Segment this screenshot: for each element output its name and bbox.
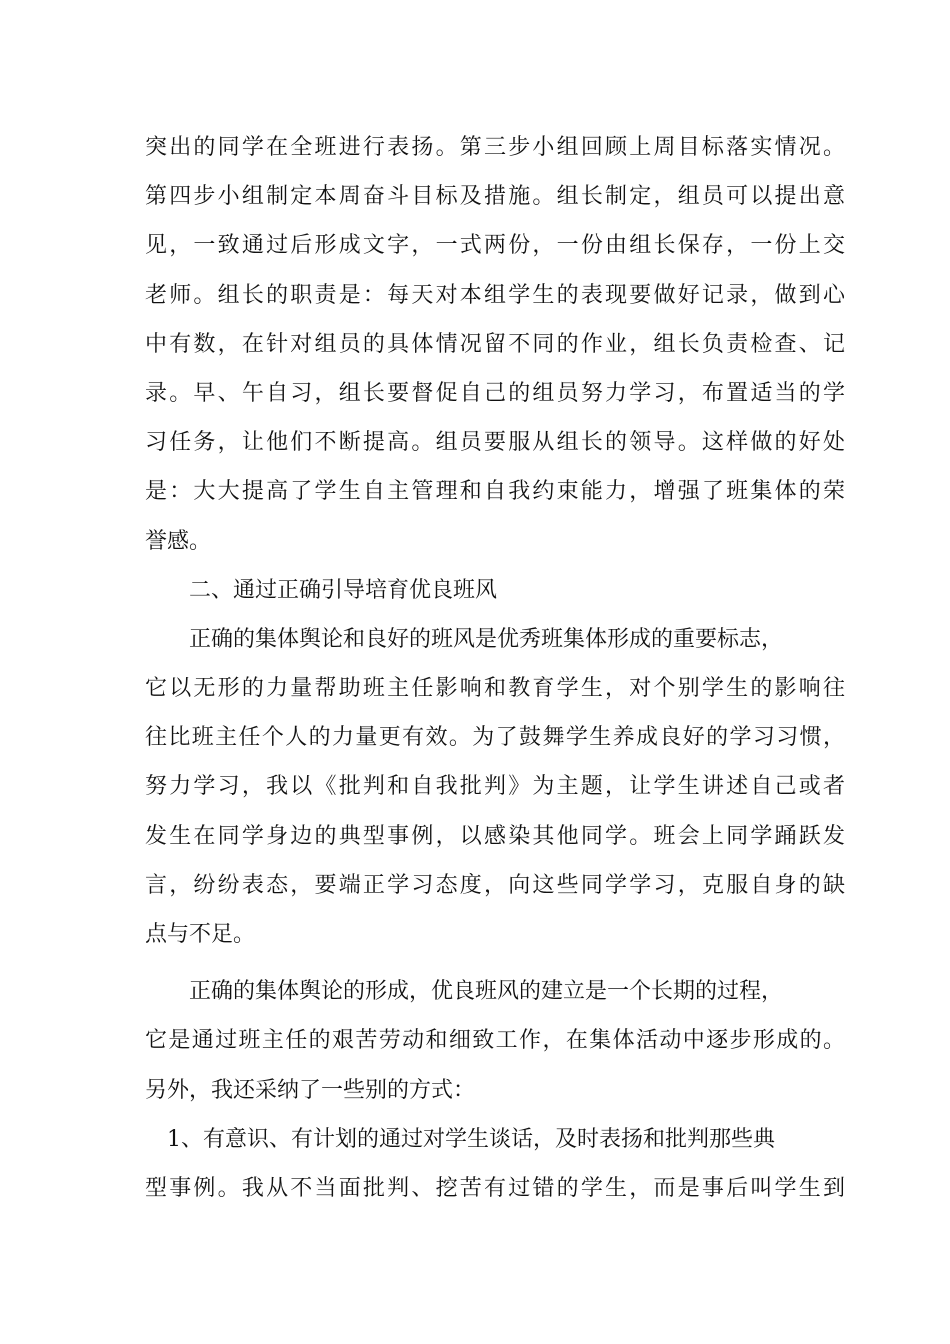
- text-line: 努力学习，我以《批判和自我批判》为主题，让学生讲述自己或者: [145, 774, 845, 800]
- text-line: 点与不足。: [145, 922, 256, 947]
- text-line: 它是通过班主任的艰苦劳动和细致工作，在集体活动中逐步形成的。: [145, 1028, 845, 1054]
- text-line: 发生在同学身边的典型事例，以感染其他同学。班会上同学踊跃发: [145, 823, 845, 849]
- section-heading: [145, 566, 845, 615]
- text-line: 中有数，在针对组员的具体情况留不同的作业，组长负责检查、记: [145, 331, 845, 357]
- text-line: 突出的同学在全班进行表扬。第三步小组回顾上周目标落实情况。: [145, 135, 845, 160]
- paragraph-1: [145, 123, 845, 566]
- text-line: 1、有意识、有计划的通过对学生谈话，及时表扬和批判那些典: [167, 1126, 775, 1152]
- document-body: [145, 123, 845, 1213]
- text-line: 正确的集体舆论的形成，优良班风的建立是一个长期的过程，: [189, 979, 784, 1005]
- paragraph-4: [145, 967, 845, 1115]
- text-line: 见，一致通过后形成文字，一式两份，一份由组长保存，一份上交: [145, 233, 845, 259]
- paragraph-gap: [145, 959, 845, 967]
- text-line: 另外，我还采纳了一些别的方式：: [145, 1077, 476, 1103]
- text-line: 往比班主任个人的力量更有效。为了鼓舞学生养成良好的学习习惯，: [145, 725, 845, 751]
- text-line: 誉感。: [145, 528, 212, 554]
- text-line: 老师。组长的职责是：每天对本组学生的表现要做好记录，做到心: [145, 282, 845, 308]
- text-line: 第四步小组制定本周奋斗目标及措施。组长制定，组员可以提出意: [145, 184, 845, 210]
- paragraph-5: [145, 1115, 845, 1213]
- text-line: 它以无形的力量帮助班主任影响和教育学生，对个别学生的影响往: [145, 676, 845, 702]
- text-line: 录。早、午自习，组长要督促自己的组员努力学习，布置适当的学: [145, 380, 845, 406]
- text-line: 二、通过正确引导培育优良班风: [189, 577, 498, 603]
- text-line: 习任务，让他们不断提高。组员要服从组长的领导。这样做的好处: [145, 430, 845, 456]
- text-line: 是：大大提高了学生自主管理和自我约束能力，增强了班集体的荣: [145, 479, 845, 505]
- text-line: 型事例。我从不当面批判、挖苦有过错的学生，而是事后叫学生到: [145, 1175, 845, 1201]
- text-line: 言，纷纷表态，要端正学习态度，向这些同学学习，克服自身的缺: [145, 872, 845, 898]
- text-line: 正确的集体舆论和良好的班风是优秀班集体形成的重要标志，: [189, 626, 784, 652]
- paragraph-3: [145, 615, 845, 959]
